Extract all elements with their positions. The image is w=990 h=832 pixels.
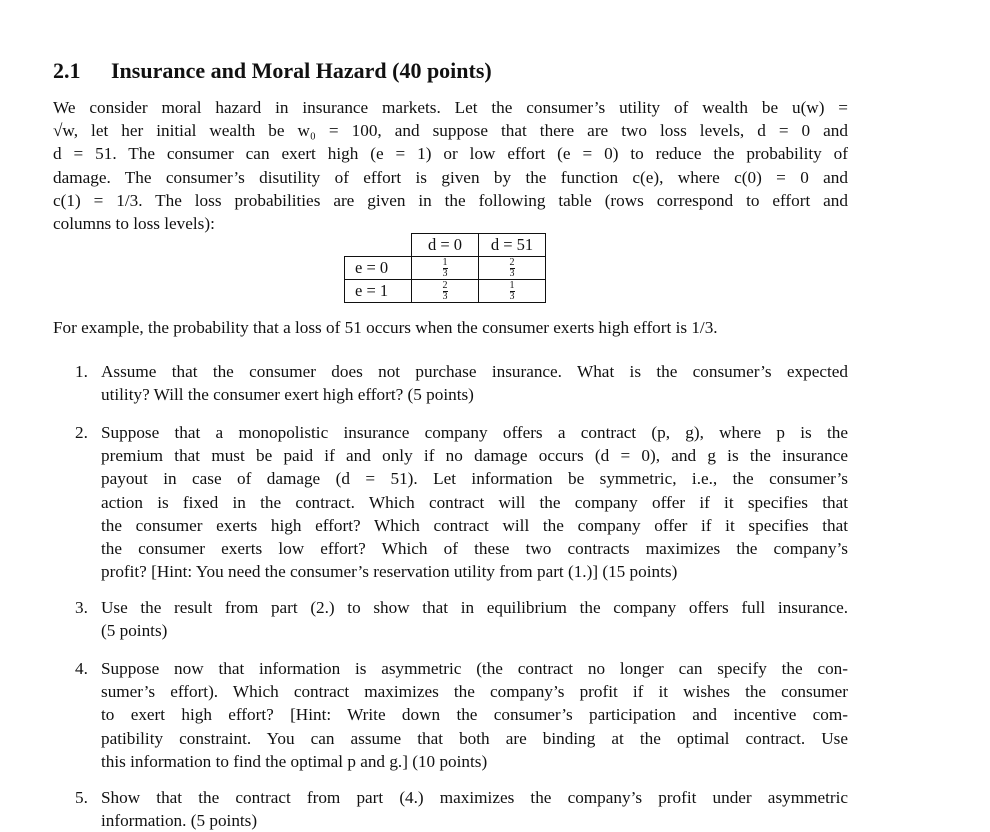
question-number: 2.: [75, 423, 88, 442]
question-line: utility? Will the consumer exert high effort? (5 points): [101, 385, 474, 405]
question-line: action is fixed in the contract. Which contract will the company offer if it specifies that: [101, 492, 848, 512]
question-number: 4.: [75, 659, 88, 678]
question-item: [75, 360, 848, 406]
question-body: [101, 786, 848, 832]
table-cell: [412, 280, 479, 303]
question-body: [101, 657, 848, 773]
question-item: [75, 786, 848, 832]
fraction-denominator: 3: [509, 290, 515, 302]
question-line: payout in case of damage (d = 51). Let information be symmetric, i.e., the consumer’s: [101, 469, 848, 489]
fraction-numerator: 2: [442, 279, 448, 291]
fraction-numerator: 1: [509, 279, 515, 291]
fraction-denominator: 3: [509, 267, 515, 279]
question-line: profit? [Hint: You need the consumer’s reservation utility from part (1.)] (15 points): [101, 562, 678, 582]
question-number: 5.: [75, 788, 88, 807]
section-title: Insurance and Moral Hazard (40 points): [111, 58, 492, 83]
table-column-header: d = 51: [479, 234, 546, 257]
intro-line: d = 51. The consumer can exert high (e = 1) or low effort (e = 0) to reduce the probability of: [53, 144, 848, 164]
fraction-denominator: 3: [442, 267, 448, 279]
question-line: the consumer exerts low effort? Which of these two contracts maximizes the company’s: [101, 539, 848, 559]
table-cell: [479, 280, 546, 303]
table-row: [345, 280, 546, 303]
question-line: Assume that the consumer does not purchase insurance. What is the consumer’s expected: [101, 362, 848, 381]
table-cell: [412, 257, 479, 280]
intro-paragraph: [53, 96, 848, 235]
question-body: [101, 596, 848, 642]
question-line: sumer’s effort). Which contract maximizes the company’s profit if it wishes the consumer: [101, 682, 848, 702]
table-column-header: d = 0: [412, 234, 479, 257]
table-row-label: e = 0: [345, 257, 412, 280]
fraction: [443, 258, 448, 279]
question-line: Use the result from part (2.) to show that in equilibrium the company offers full insurance.: [101, 598, 848, 617]
table-cell: [479, 257, 546, 280]
question-number: 3.: [75, 598, 88, 617]
question-item: [75, 657, 848, 773]
intro-line: √w, let her initial wealth be w₀ = 100, and suppose that there are two loss levels, d = 0 and: [53, 121, 848, 141]
fraction: [443, 281, 448, 302]
question-line: patibility constraint. You can assume that both are binding at the optimal contract. Use: [101, 728, 848, 748]
loss-probability-table: [344, 233, 546, 303]
question-item: [75, 596, 848, 642]
question-line: (5 points): [101, 621, 168, 641]
question-line: the consumer exerts high effort? Which contract will the company offer if it specifies that: [101, 515, 848, 535]
question-item: [75, 421, 848, 583]
question-body: [101, 360, 848, 406]
question-line: to exert high effort? [Hint: Write down the consumer’s participation and incentive com-: [101, 705, 848, 725]
question-line: information. (5 points): [101, 811, 258, 831]
question-line: Suppose that a monopolistic insurance company offers a contract (p, g), where p is the: [101, 423, 848, 442]
table-row: [345, 257, 546, 280]
intro-line: columns to loss levels):: [53, 214, 215, 234]
question-line: Show that the contract from part (4.) maximizes the company’s profit under asymmetric: [101, 788, 848, 807]
fraction-denominator: 3: [442, 290, 448, 302]
question-number: 1.: [75, 362, 88, 381]
question-body: [101, 421, 848, 583]
table-corner: [345, 234, 412, 257]
fraction: [510, 281, 515, 302]
table-row-label: e = 1: [345, 280, 412, 303]
intro-line: We consider moral hazard in insurance markets. Let the consumer’s utility of wealth be u(w) =: [53, 98, 848, 117]
table-header-row: [345, 234, 546, 257]
fraction: [510, 258, 515, 279]
fraction-numerator: 1: [442, 256, 448, 268]
question-line: this information to find the optimal p and g.] (10 points): [101, 751, 488, 771]
question-line: premium that must be paid if and only if no damage occurs (d = 0), and g is the insurance: [101, 446, 848, 466]
example-sentence: For example, the probability that a loss of 51 occurs when the consumer exerts high effort is 1/3.: [53, 318, 718, 337]
intro-line: damage. The consumer’s disutility of effort is given by the function c(e), where c(0) = 0 and: [53, 167, 848, 187]
question-line: Suppose now that information is asymmetric (the contract no longer can specify the con-: [101, 659, 848, 678]
fraction-numerator: 2: [509, 256, 515, 268]
section-number: 2.1: [53, 58, 81, 83]
section-heading: [53, 58, 492, 84]
intro-line: c(1) = 1/3. The loss probabilities are given in the following table (rows correspond to effort and: [53, 190, 848, 210]
